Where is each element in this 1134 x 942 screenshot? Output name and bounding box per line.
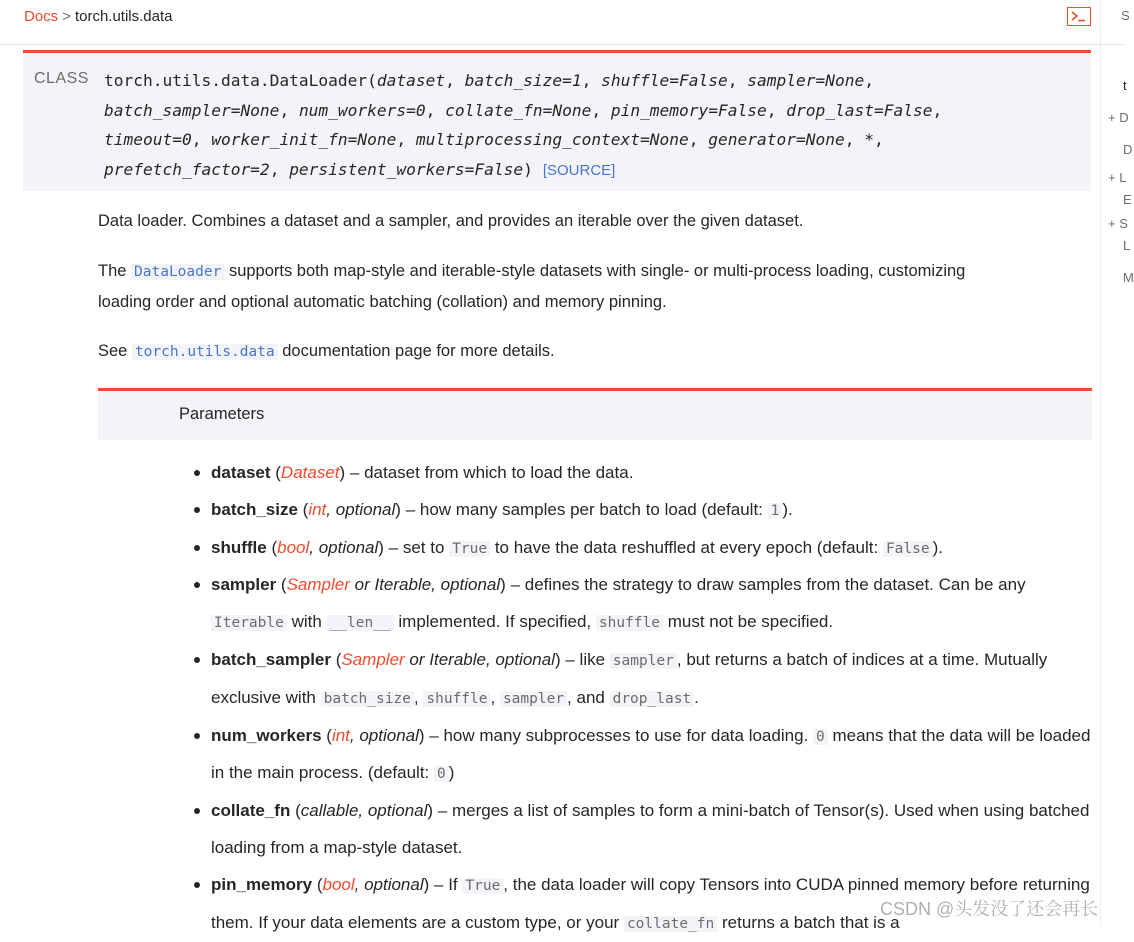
- right-toc-item[interactable]: + L: [1108, 170, 1127, 185]
- parameters-header: [98, 388, 1092, 440]
- code-literal: 0: [434, 766, 449, 782]
- breadcrumb-separator: >: [62, 8, 71, 25]
- code-literal: 1: [768, 503, 783, 519]
- signature-param: generator=None: [708, 130, 845, 149]
- parameters-title: Parameters: [179, 405, 265, 423]
- breadcrumb-current: torch.utils.data: [74, 8, 173, 25]
- signature-param: multiprocessing_context=None: [415, 130, 689, 149]
- right-toc: [1100, 0, 1134, 926]
- signature-param: sampler=None: [747, 71, 865, 90]
- param-item: batch_sampler (Sampler or Iterable, optional) – like sampler , but returns a batch of indices at a time. Mutually exclusive with batch_size , shuffle , sampler , and drop_last .: [211, 642, 1101, 718]
- code-literal: 0: [813, 729, 828, 745]
- param-desc: returns a batch that is a: [721, 912, 900, 932]
- param-type: , optional: [354, 874, 424, 894]
- param-type-link[interactable]: int: [308, 499, 327, 519]
- paragraph-text: The: [98, 262, 127, 280]
- param-name: sampler: [211, 575, 277, 595]
- right-toc-item[interactable]: L: [1123, 238, 1131, 253]
- param-desc: to have the data reshuffled at every epoch (default:: [494, 537, 879, 557]
- code-literal: True: [462, 878, 503, 894]
- signature-param: batch_sampler=None: [104, 100, 280, 120]
- right-toc-item[interactable]: S: [1121, 8, 1130, 23]
- param-type: , optional: [349, 725, 419, 745]
- right-toc-item[interactable]: D: [1123, 142, 1133, 157]
- param-type-link[interactable]: int: [331, 725, 350, 745]
- code-literal: sampler: [500, 691, 567, 707]
- description-paragraph: [98, 256, 1078, 317]
- param-type-link[interactable]: Sampler: [341, 649, 405, 669]
- signature-param: *: [864, 130, 874, 149]
- param-item: batch_size (int, optional) – how many samples per batch to load (default: 1 ).: [211, 492, 1101, 530]
- watermark: CSDN @头发没了还会再长: [880, 899, 1099, 919]
- param-desc: means that the data will be loaded in the main process. (default:: [211, 725, 1091, 783]
- terminal-icon-glyph: [1068, 8, 1089, 24]
- signature-param: num_workers=0: [298, 100, 426, 120]
- right-toc-item[interactable]: E: [1123, 192, 1132, 207]
- signature-param: worker_init_fn=None: [211, 130, 397, 149]
- param-name: shuffle: [211, 537, 267, 557]
- param-desc: – how many subprocesses to use for data loading.: [429, 725, 809, 745]
- param-desc: ).: [932, 537, 943, 557]
- param-desc: – dataset from which to load the data.: [349, 463, 634, 482]
- param-type-link[interactable]: bool: [322, 874, 355, 894]
- param-item: pin_memory (bool, optional) – If True , the data loader will copy Tensors into CUDA pinned memory before returning them. If your data elements are a custom type, or your collate_fn returns a batch that is a: [211, 867, 1101, 942]
- code-literal: Iterable: [211, 615, 287, 631]
- code-literal: True: [449, 541, 490, 557]
- param-name: dataset: [211, 463, 271, 482]
- paragraph-text: documentation page for more details.: [282, 342, 555, 360]
- source-link[interactable]: [SOURCE]: [542, 161, 616, 179]
- code-literal: shuffle: [596, 615, 663, 631]
- param-item: dataset (Dataset) – dataset from which to load the data.: [211, 455, 1101, 492]
- param-desc: – how many samples per batch to load (default:: [405, 499, 763, 519]
- param-desc: ).: [782, 499, 793, 519]
- param-type: , optional: [326, 499, 396, 519]
- dataloader-code-link[interactable]: DataLoader: [131, 264, 224, 280]
- description-paragraph: [98, 336, 1078, 367]
- signature-param: batch_size=1: [464, 71, 582, 90]
- signature-param: pin_memory=False: [610, 100, 767, 120]
- signature-param: dataset: [376, 71, 446, 90]
- param-desc: – merges a list of samples to form a mini-batch of Tensor(s). Used when using batched loading from a map-style dataset.: [211, 801, 1090, 857]
- code-literal: __len__: [327, 615, 394, 631]
- param-desc: – like: [565, 649, 606, 669]
- signature-class-name: torch.utils.data.DataLoader: [104, 71, 368, 90]
- description-paragraph: Data loader. Combines a dataset and a sampler, and provides an iterable over the given dataset.: [98, 212, 804, 230]
- signature-param: shuffle=False: [601, 71, 728, 90]
- right-toc-item[interactable]: + S: [1108, 216, 1128, 231]
- param-name: pin_memory: [211, 874, 313, 894]
- signature-close-paren: ): [523, 159, 533, 179]
- param-name: batch_size: [211, 499, 298, 519]
- signature-param: persistent_workers=False: [289, 159, 524, 179]
- right-toc-item[interactable]: M: [1123, 270, 1134, 285]
- param-type-link[interactable]: Sampler: [286, 575, 350, 595]
- param-desc: , and: [567, 687, 605, 707]
- paragraph-text: loading order and optional automatic batching (collation) and memory pinning.: [98, 293, 667, 311]
- signature-param: prefetch_factor=2: [104, 159, 270, 179]
- torch-utils-data-link[interactable]: torch.utils.data: [132, 344, 278, 360]
- terminal-icon[interactable]: [1067, 7, 1091, 26]
- top-bar: [0, 0, 1126, 45]
- param-desc: , but returns a batch of indices at a time. Mutually exclusive with: [211, 649, 1048, 707]
- code-literal: False: [883, 541, 933, 557]
- signature-kind-label: CLASS: [34, 70, 89, 87]
- signature-param: timeout=0: [104, 130, 192, 149]
- code-literal: sampler: [610, 653, 677, 669]
- signature-body: torch.utils.data.DataLoader(dataset, batch_size=1, shuffle=False, sampler=None, batch_sampler=None, num_workers=0, collate_fn=None, pin_memory=False, drop_last=False, timeout=0, worker_init_fn=None, multiprocessing_context=None, generator=None, *, prefetch_factor=2, persistent_workers=False) [SOURCE]: [104, 71, 943, 179]
- code-literal: batch_size: [321, 691, 414, 707]
- param-desc: implemented. If specified,: [398, 612, 592, 632]
- param-type: or Iterable, optional: [349, 575, 501, 595]
- class-signature: [23, 50, 1091, 191]
- paragraph-text: supports both map-style and iterable-style datasets with single- or multi-process loading, customizing: [228, 262, 966, 280]
- param-desc: – set to: [388, 537, 445, 557]
- param-name: collate_fn: [211, 801, 291, 821]
- code-literal: shuffle: [423, 691, 490, 707]
- paragraph-text: See: [98, 342, 128, 360]
- param-desc: .: [694, 687, 699, 707]
- param-desc: with: [291, 612, 322, 632]
- code-literal: drop_last: [610, 691, 695, 707]
- right-toc-item[interactable]: + D: [1108, 110, 1129, 125]
- param-desc: , the data loader will copy Tensors into CUDA pinned memory before returning them. If your data elements are a custom type, or your: [211, 874, 1090, 932]
- param-type-link[interactable]: bool: [277, 537, 310, 557]
- signature-param: drop_last=False: [786, 100, 933, 120]
- breadcrumb: [24, 8, 173, 25]
- breadcrumb-docs-link[interactable]: Docs: [24, 8, 59, 25]
- param-desc: – defines the strategy to draw samples from the dataset. Can be any: [510, 575, 1026, 595]
- param-type: or Iterable, optional: [404, 649, 555, 669]
- right-toc-item[interactable]: t: [1123, 78, 1127, 93]
- param-type: , optional: [309, 537, 379, 557]
- param-item: shuffle (bool, optional) – set to True to have the data reshuffled at every epoch (default: False ).: [211, 530, 1101, 568]
- param-name: num_workers: [211, 725, 322, 745]
- param-item: collate_fn (callable, optional) – merges a list of samples to form a mini-batch of Tensor(s). Used when using batched loading from a map-style dataset.: [211, 793, 1101, 867]
- param-desc: ): [448, 763, 455, 783]
- signature-param: collate_fn=None: [445, 100, 592, 120]
- param-name: batch_sampler: [211, 649, 331, 669]
- param-item: sampler (Sampler or Iterable, optional) – defines the strategy to draw samples from the dataset. Can be any Iterable with __len__ implemented. If specified, shuffle must not be specified.: [211, 567, 1101, 642]
- parameter-list: [211, 455, 1101, 942]
- param-desc: must not be specified.: [667, 612, 834, 632]
- param-type: callable, optional: [300, 801, 428, 821]
- code-literal: collate_fn: [624, 916, 717, 932]
- signature-open-paren: (: [367, 71, 377, 90]
- param-desc: – If: [434, 874, 458, 894]
- param-item: num_workers (int, optional) – how many subprocesses to use for data loading. 0 means that the data will be loaded in the main process. (default: 0 ): [211, 718, 1101, 794]
- param-type-link[interactable]: Dataset: [280, 463, 340, 482]
